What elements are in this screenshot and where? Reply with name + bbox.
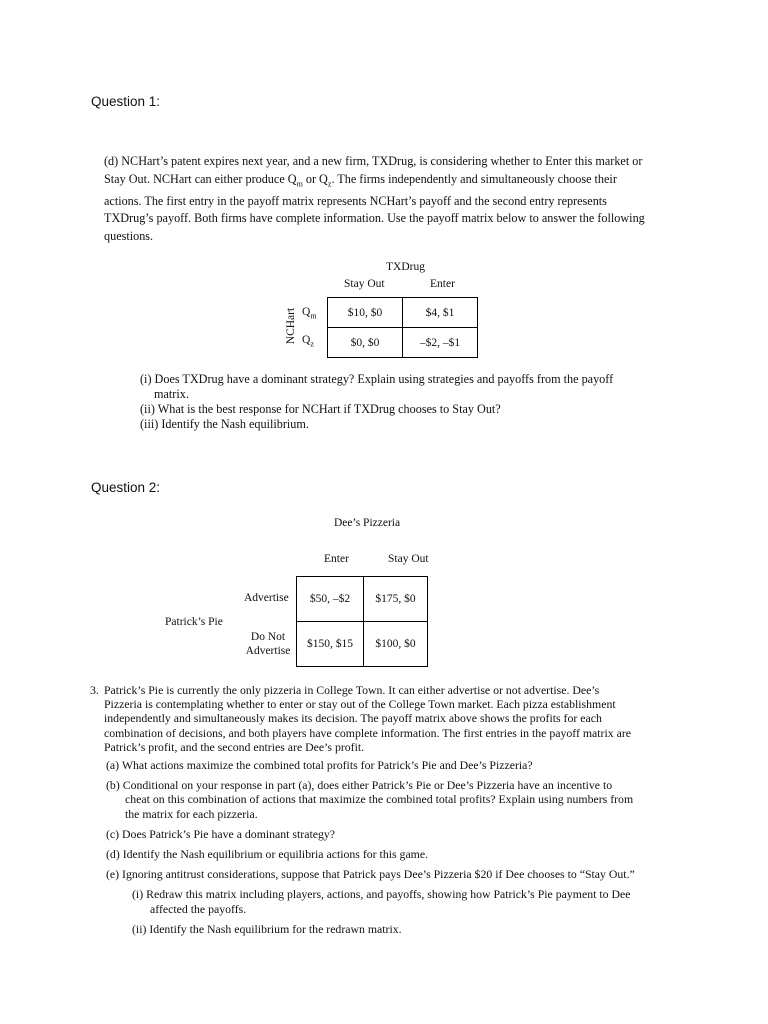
part-line: the matrix for each pizzeria. — [125, 806, 258, 821]
part-line: (b) Conditional on your response in part (a), does either Patrick’s Pie or Dee’s Pizzeria have an incentive to — [106, 778, 613, 793]
subquestion-continuation: matrix. — [154, 387, 189, 401]
column-header-enter: Enter — [324, 553, 349, 565]
part-line: affected the payoffs. — [150, 901, 247, 916]
problem-number: 3. — [90, 683, 99, 697]
part-e-i — [106, 887, 686, 915]
question-2-intro — [104, 683, 684, 754]
part-a — [106, 758, 686, 772]
matrix-cell: $4, $1 — [403, 298, 478, 328]
part-e — [106, 867, 686, 881]
row-header-do-not-advertise — [244, 630, 292, 658]
q2-payoff-matrix — [296, 576, 428, 667]
row-header-qm: $Q_m$ — [302, 306, 317, 321]
question-1-heading: Question 1: — [91, 94, 161, 109]
intro-line: independently and simultaneously makes its decision. The payoff matrix above shows the profits for each — [104, 711, 602, 726]
intro-line: Stay Out. NCHart can either produce $Q_m$ or $Q_z$. The firms independently and simultaneously choose their — [104, 171, 617, 189]
column-header-stay-out: Stay Out — [344, 278, 385, 290]
part-line: (i) Redraw this matrix including players, actions, and payoffs, showing how Patrick’s Pie payment to Dee — [132, 887, 631, 902]
row-header-line: Advertise — [245, 645, 291, 657]
matrix-cell: $0, $0 — [328, 328, 403, 358]
question-2-parts — [106, 758, 686, 936]
part-c — [106, 827, 686, 841]
intro-line: (d) NCHart’s patent expires next year, and a new firm, TXDrug, is considering whether to Enter this market or — [104, 154, 643, 168]
row-header-qz: $Q_z$ — [302, 334, 314, 349]
question-1-subquestions — [140, 372, 680, 432]
column-player-label: TXDrug — [386, 261, 425, 273]
matrix-cell: $50, –$2 — [297, 577, 364, 622]
matrix-cell: –$2, –$1 — [403, 328, 478, 358]
intro-line: questions. — [104, 228, 154, 243]
column-header-stay-out: Stay Out — [388, 553, 429, 565]
matrix-cell: $150, $15 — [297, 622, 364, 667]
matrix-cell: $175, $0 — [364, 577, 428, 622]
intro-line: combination of decisions, and both players have complete information. The first entries in the payoff matrix are — [104, 725, 631, 740]
row-player-label: NCHart — [285, 307, 297, 345]
row-header-line: Do Not — [250, 631, 286, 643]
intro-line: actions. The first entry in the payoff matrix represents NCHart’s payoff and the second entry represents — [104, 193, 607, 208]
row-header-advertise: Advertise — [244, 592, 289, 604]
part-e-ii — [106, 922, 686, 936]
intro-line: Patrick’s profit, and the second entries are Dee’s profit. — [104, 739, 365, 754]
subquestion: (ii) What is the best response for NCHart if TXDrug chooses to Stay Out? — [140, 402, 501, 416]
subquestion: (iii) Identify the Nash equilibrium. — [140, 417, 309, 431]
part-line: (d) Identify the Nash equilibrium or equilibria actions for this game. — [106, 847, 429, 862]
part-b — [106, 778, 686, 821]
part-line: (a) What actions maximize the combined total profits for Patrick’s Pie and Dee’s Pizzeria? — [106, 758, 533, 772]
column-header-enter: Enter — [430, 278, 455, 290]
part-line: (ii) Identify the Nash equilibrium for the redrawn matrix. — [132, 921, 402, 936]
matrix-cell: $10, $0 — [328, 298, 403, 328]
part-line: (c) Does Patrick’s Pie have a dominant strategy? — [106, 826, 335, 841]
column-player-label: Dee’s Pizzeria — [334, 517, 401, 529]
part-d — [106, 847, 686, 861]
intro-line: Patrick’s Pie is currently the only pizzeria in College Town. It can either advertise or not advertise. Dee’s — [104, 683, 600, 697]
intro-line: Pizzeria is contemplating whether to enter or stay out of the College Town market. Each pizza establishment — [104, 697, 616, 712]
subquestion: (i) Does TXDrug have a dominant strategy? Explain using strategies and payoffs from the payoff — [140, 372, 614, 386]
q1-payoff-matrix — [327, 297, 478, 358]
question-2-heading: Question 2: — [91, 480, 161, 495]
part-line: (e) Ignoring antitrust considerations, suppose that Patrick pays Dee’s Pizzeria $20 if Dee chooses to “Stay Out.” — [106, 867, 635, 882]
row-player-label: Patrick’s Pie — [165, 616, 223, 628]
matrix-cell: $100, $0 — [364, 622, 428, 667]
question-1-intro — [104, 153, 684, 245]
intro-line: TXDrug’s payoff. Both firms have complete information. Use the payoff matrix below to answer the following — [104, 211, 645, 226]
part-line: cheat on this combination of actions that maximize the combined total profits? Explain using numbers from — [125, 792, 634, 807]
